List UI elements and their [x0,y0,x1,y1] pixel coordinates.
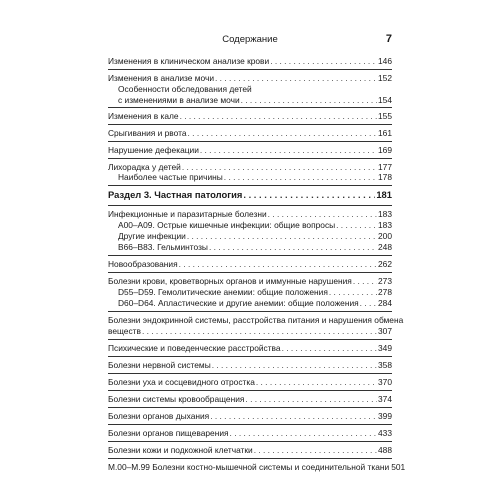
toc-entry-title: Нарушение дефекации [108,145,199,155]
toc-entry-title: Болезни кожи и подкожной клетчатки [108,445,253,455]
toc-entry-title: Болезни системы кровообращения [108,394,245,404]
toc-entry-title: В66–В83. Гельминтозы [118,242,208,252]
toc-entry-page: 273 [378,276,392,286]
divider [108,69,392,70]
toc-entry-title-line2: с изменениями в анализе мочи [118,94,240,105]
toc-entry[interactable] [108,145,392,156]
divider [108,107,392,108]
toc-entry[interactable] [108,411,392,422]
toc-entry-page: 177 [378,162,392,172]
toc-entry[interactable] [108,56,392,67]
divider [108,158,392,159]
toc-entry-page: 154 [378,94,392,105]
divider [108,205,392,206]
divider [108,458,392,459]
divider [108,255,392,256]
toc-entry[interactable] [108,276,392,287]
toc-entry-title-line2: веществ [108,325,141,336]
toc-entry-page: 183 [378,209,392,219]
toc-entry-page: 146 [378,56,392,66]
toc-entry-title: Наиболее частые причины [118,172,223,182]
toc-entry-page: 155 [378,111,392,121]
toc-entry[interactable] [108,73,392,84]
toc-subentry[interactable] [108,242,392,253]
toc-entry-page: 370 [378,377,392,387]
toc-entry-title: Изменения в анализе мочи [108,73,215,83]
toc-entry[interactable] [108,377,392,388]
toc-entry[interactable] [108,445,392,456]
divider [108,407,392,408]
toc-entry-title: М.00–М.99 Болезни костно-мышечной системы и соединительной ткани [108,462,390,472]
toc-entry-page: 488 [378,445,392,455]
toc-entry[interactable] [108,360,392,371]
divider [108,424,392,425]
toc-entry-title-line1: Особенности обследования детей [118,84,252,94]
toc-entry[interactable] [108,315,404,336]
toc-entry[interactable] [108,162,392,173]
toc-entry-page: 307 [378,325,392,336]
toc-entry-page: 169 [378,145,392,155]
toc-entry-title: Болезни крови, кроветворных органов и иммунные нарушения [108,276,352,286]
divider [108,356,392,357]
header-page-number: 7 [385,33,392,45]
toc-entry-title-line1: Болезни эндокринной системы, расстройства питания и нарушения обмена [108,315,404,325]
toc-subentry[interactable] [108,172,392,183]
toc-subentry[interactable] [108,84,392,105]
header-title: Содержание [222,34,278,45]
toc-entry-title: Лихорадка у детей [108,162,181,172]
toc-entry-title: Инфекционные и паразитарные болезни [108,209,267,219]
toc-entry-page: 183 [378,220,392,230]
toc-entry-title: D60–D64. Апластические и другие анемии: общие положения [118,298,359,308]
toc-subentry[interactable] [108,220,392,231]
toc-entry-page: 349 [378,343,392,353]
toc-entry-title: Изменения в кале [108,111,179,121]
toc-entry-page: 248 [378,242,392,252]
toc-entry-title: Срыгивания и рвота [108,128,187,138]
toc-entry-page: 262 [378,259,392,269]
divider [108,124,392,125]
toc-entry-title: Новообразования [108,259,178,269]
divider [108,390,392,391]
toc-entry[interactable] [108,128,392,139]
running-header [108,34,392,48]
toc-section-entry[interactable] [108,190,392,201]
divider [108,339,392,340]
toc-entry[interactable] [108,111,392,122]
toc-subentry[interactable] [108,298,392,309]
toc-entry-title: D55–D59. Гемолитические анемии: общие положения [118,287,328,297]
toc-entry-page: 161 [378,128,392,138]
toc-subentry[interactable] [108,231,392,242]
divider [108,185,392,186]
divider [108,311,392,312]
toc-entry[interactable] [108,259,392,270]
toc-entry-title: Другие инфекции [118,231,186,241]
toc-entry-title: Болезни органов пищеварения [108,428,229,438]
toc-entry-page: 284 [378,298,392,308]
toc-entry[interactable] [108,428,392,439]
divider [108,272,392,273]
toc-entry-title: Болезни органов дыхания [108,411,210,421]
toc-entry[interactable] [108,343,392,354]
toc-entry-page: 200 [378,231,392,241]
toc-entry-page: 278 [378,287,392,297]
toc-entry-title: Изменения в клиническом анализе крови [108,56,270,66]
toc-entry-page: 501 [391,462,406,472]
divider [108,373,392,374]
toc-section-page: 181 [376,189,392,200]
divider [108,141,392,142]
toc-entry-title: Психические и поведенческие расстройства [108,343,281,353]
toc-entry-title: Болезни уха и сосцевидного отростка [108,377,255,387]
toc-entry-page: 374 [378,394,392,404]
toc-section-title: Раздел 3. Частная патология [108,189,243,200]
toc-entry-page: 433 [378,428,392,438]
toc-entry[interactable] [108,394,392,405]
toc-subentry[interactable] [108,287,392,298]
toc-entry-title: Болезни нервной системы [108,360,211,370]
toc-entry-page: 152 [378,73,392,83]
toc-entry[interactable] [108,462,406,473]
divider [108,441,392,442]
toc-entry-page: 358 [378,360,392,370]
toc-entry-page: 178 [378,172,392,182]
toc-entry[interactable] [108,209,392,220]
toc-entry-page: 399 [378,411,392,421]
toc-entry-title: А00–А09. Острые кишечные инфекции: общие вопросы [118,220,336,230]
